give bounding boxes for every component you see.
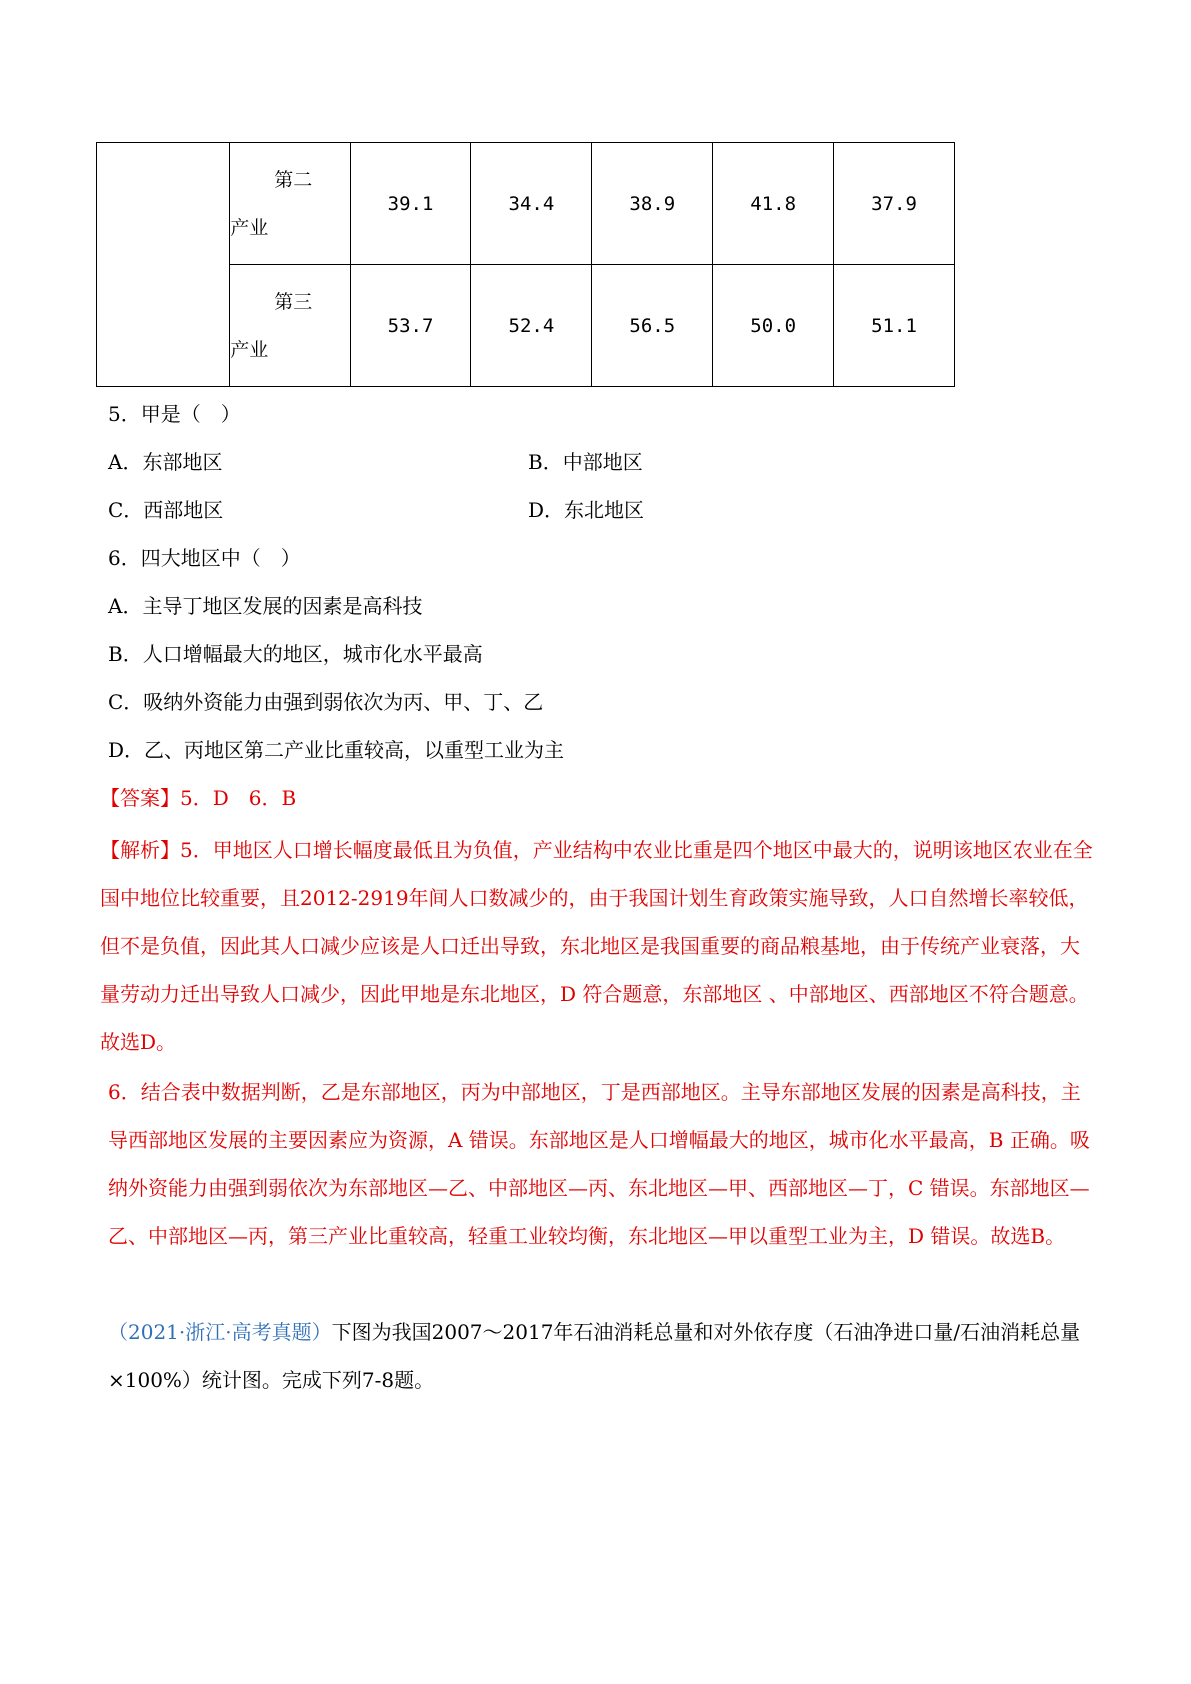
answer-line [100, 784, 296, 812]
question-6-option-d: D．乙、丙地区第二产业比重较高，以重型工业为主 [108, 738, 565, 762]
table-cell: 41.8 [713, 143, 834, 265]
row-header-line1: 第二 [274, 168, 313, 191]
analysis-paragraph-2: 6．结合表中数据判断，乙是东部地区，丙为中部地区，丁是西部地区。主导东部地区发展的因素是高科技，主导西部地区发展的主要因素应为资源，A 错误。东部地区是人口增幅最大的地区，城市化水平最高，B 正确。吸纳外资能力由强到弱依次为东部地区—乙、中部地区—丙、东北地区—甲、西部地区—丁，C 错误。东部地区—乙、中部地区—丙，第三产业比重较高，轻重工业较均衡，东北地区—甲以重型工业为主，D 错误。故选B。 [108, 1080, 1090, 1248]
table-row [97, 143, 955, 265]
table-cell: 37.9 [834, 143, 955, 265]
question-5-option-d: D．东北地区 [528, 498, 645, 522]
analysis-text-1: 5．甲地区人口增长幅度最低且为负值，产业结构中农业比重是四个地区中最大的，说明该地区农业在全国中地位比较重要，且2012-2919年间人口数减少的，由于我国计划生育政策实施导致，人口自然增长率较低，但不是负值，因此其人口减少应该是人口迁出导致，东北地区是我国重要的商品粮基地，由于传统产业衰落，大量劳动力迁出导致人口减少，因此甲地是东北地区，D 符合题意，东部地区 、中部地区、西部地区不符合题意。故选D。 [100, 838, 1093, 1054]
table-cell: 52.4 [471, 265, 592, 387]
answer-tag: 【答案】 [100, 786, 180, 810]
question-5-option-b: B．中部地区 [528, 450, 643, 474]
next-question-intro [108, 1308, 1096, 1404]
row-header-cell [230, 265, 350, 387]
industry-structure-table [96, 142, 955, 387]
question-6-option-b: B．人口增幅最大的地区，城市化水平最高 [108, 642, 483, 666]
table-cell: 56.5 [592, 265, 713, 387]
question-5-option-a: A．东部地区 [108, 450, 223, 474]
table-cell: 50.0 [713, 265, 834, 387]
table-cell: 38.9 [592, 143, 713, 265]
table-cell: 51.1 [834, 265, 955, 387]
row-header-line1: 第三 [274, 290, 313, 313]
question-6-option-c: C．吸纳外资能力由强到弱依次为丙、甲、丁、乙 [108, 690, 544, 714]
analysis-paragraph-1 [100, 826, 1096, 1066]
intro-text: 下图为我国2007～2017年石油消耗总量和对外依存度（石油净进口量/石油消耗总量×100%）统计图。完成下列7-8题。 [108, 1320, 1081, 1392]
question-5-option-c: C．西部地区 [108, 498, 224, 522]
table-cell: 39.1 [350, 143, 471, 265]
question-5-stem: 5．甲是（ ） [108, 402, 241, 426]
analysis-tag: 【解析】 [100, 838, 180, 862]
row-header-cell [230, 143, 350, 265]
question-6-option-a: A．主导丁地区发展的因素是高科技 [108, 594, 423, 618]
row-header-line2: 产业 [230, 338, 269, 361]
table-cell: 34.4 [471, 143, 592, 265]
table-cell: 53.7 [350, 265, 471, 387]
row-header-line2: 产业 [230, 216, 269, 239]
answer-text: 5．D 6．B [180, 786, 297, 810]
question-6-stem: 6．四大地区中（ ） [108, 546, 301, 570]
source-label: （2021·浙江·高考真题） [108, 1320, 332, 1344]
merged-region-cell [97, 143, 230, 387]
